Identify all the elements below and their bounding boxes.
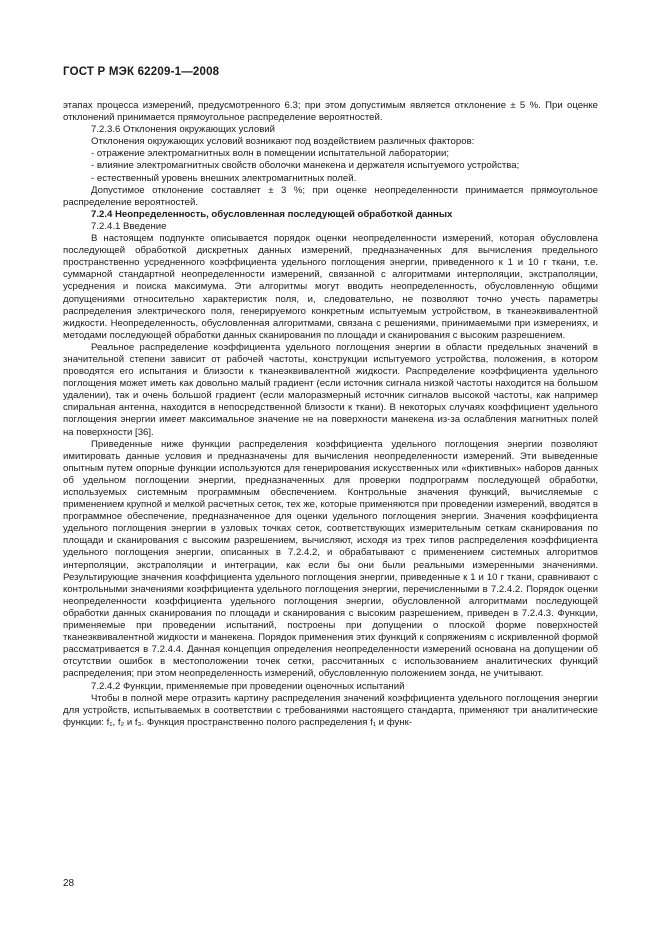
list-item: - естественный уровень внешних электромагнитных полей.	[91, 172, 357, 184]
paragraph: Чтобы в полной мере отразить картину распределения значений коэффициента удельного поглощения энергии для устройств, испытываемых в соответствии с требованиями настоящего стандарта, применяют три аналитические функции: f₁, f₂ и f₃. Функция пространственно полого распределения f₁ и функ-	[63, 692, 598, 728]
paragraph: Отклонения окружающих условий возникают под воздействием различных факторов:	[91, 136, 475, 148]
document-header: ГОСТ Р МЭК 62209-1—2008	[63, 66, 220, 78]
paragraph: Реальное распределение коэффициента удельного поглощения энергии в области предельных значений в значительной степени зависит от рабочей частоты, конструкции испытуемого устройства, положения, в котором проводятся его испытания и близости к тканеэквивалентной жидкости. Распределение коэффициента удельного поглощения может иметь как довольно малый градиент (если источник сигнала низкой частоты находится на большом удалении), так и очень большой градиент (если малоразмерный источник сигналов высокой частоты, как например спиральная антенна, находится в непосредственной близости к ткани). В некоторых случаях коэффициент удельного поглощения энергии имеет максимальное значение не на поверхности манекена из-за ослабления магнитных полей на поверхности [36].	[63, 341, 598, 438]
paragraph: В настоящем подпункте описывается порядок оценки неопределенности измерений, которая обусловлена последующей обработкой дискретных данных измерений, предназначенных для вычисления предельного пространственно усредненного коэффициента удельного поглощения энергии, приведенного к 1 и 10 г ткани, т.е. суммарной стандартной неопределенности измерений, связанной с алгоритмами интерполяции, экстраполяции, усреднения и поиска максимума. Эти алгоритмы могут вводить неопределенность, обусловленную общими допущениями относительно характеристик поля, и, следовательно, не позволяют точно учесть параметры распределения электрического поля, генерируемого конкретным испытуемым устройством, в тканеэквивалентной жидкости. Неопределенность, обусловленная алгоритмами, связана с решениями, принимаемыми при измерениях, и методами последующей обработки данных сканирования по площади и сканирования с высоким разрешением.	[63, 233, 598, 341]
section-heading-7-2-3-6: 7.2.3.6 Отклонения окружающих условий	[91, 124, 276, 136]
factor-list	[63, 148, 598, 184]
paragraph-continuation: этапах процесса измерений, предусмотренного 6.3; при этом допустимым является отклонение ± 5 %. При оценке отклонений принимается прямоугольное распределение вероятностей.	[63, 100, 598, 124]
page-number: 28	[63, 878, 75, 889]
section-heading-7-2-4-1: 7.2.4.1 Введение	[91, 220, 167, 232]
list-item: - влияние электромагнитных свойств оболочки манекена и держателя испытуемого устройства;	[91, 160, 520, 172]
paragraph: Допустимое отклонение составляет ± 3 %; при оценке неопределенности принимается прямоугольное распределение вероятностей.	[63, 184, 598, 208]
section-heading-7-2-4: 7.2.4 Неопределенность, обусловленная последующей обработкой данных	[91, 208, 453, 220]
document-body	[63, 100, 598, 729]
paragraph: Приведенные ниже функции распределения коэффициента удельного поглощения энергии позволяют имитировать данные условия и предназначены для вычисления неопределенности измерений. Эти выведенные опытным путем опорные функции используются для генерирования искусственных или «фиктивных» наборов данных об удельном поглощении энергии, предназначенных для проверки подпрограмм последующей обработки, используемых системным программным обеспечением. Контрольные значения функций, вычисляемые с применением крупной и мелкой расчетных сеток, тех же, которые применяются при проведении измерений, вводятся в программное обеспечение, предназначенное для оценки удельного поглощения энергии. Значения коэффициента удельного поглощения энергии в узловых точках сеток, соответствующих измерительным сеткам сканирования по площади и сканирования с высоким разрешением, вычисляют, исходя из трех типов распределения коэффициента удельного поглощения энергии, описанных в 7.2.4.2, и обрабатывают с применением системных алгоритмов интерполяции, экстраполяции и интеграции, как если бы они были реальными измеренными значениями. Результирующие значения коэффициента удельного поглощения энергии, приведенные к 1 и 10 г ткани, сравнивают с контрольными значениями коэффициента удельного поглощения энергии, перечисленными в 7.2.4.2. Порядок оценки неопределенности коэффициента удельного поглощения энергии, обусловленной алгоритмами последующей обработки данных сканирования по площади и сканирования с высоким разрешением, приведен в 7.2.4.3. Функции, применяемые при проведении испытаний, построены при допущении о плоской форме поверхностей тканеэквивалентной жидкости и манекена. Порядок применения этих функций к сопряжениям с искривленной формой рассматривается в 7.2.4.4. Данная концепция определения неопределенности измерений основана на допущении об отсутствии ошибок в местоположении точек сетки, рассчитанных с использованием аналитических функций распределения; при этом неопределенность измерений, обусловленную положением зонда, не учитывают.	[63, 438, 598, 680]
list-item: - отражение электромагнитных волн в помещении испытательной лаборатории;	[91, 148, 450, 160]
section-heading-7-2-4-2: 7.2.4.2 Функции, применяемые при проведении оценочных испытаний	[91, 680, 405, 692]
